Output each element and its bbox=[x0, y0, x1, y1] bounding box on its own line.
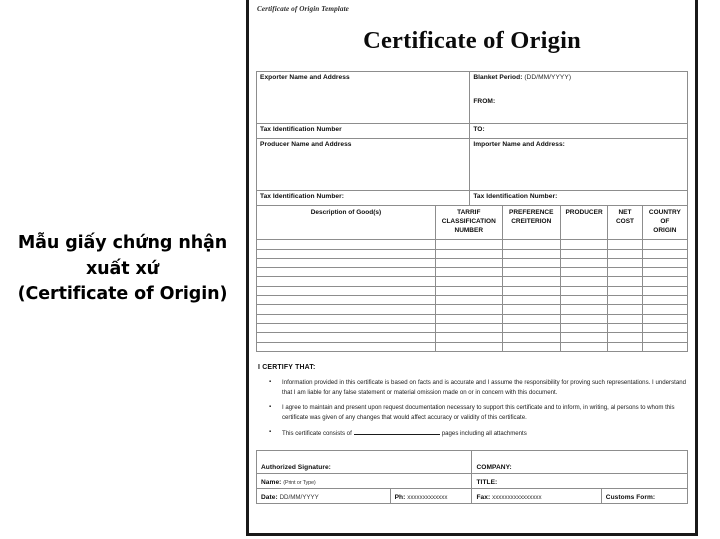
goods-header-preference-line-2: CREITERION bbox=[511, 217, 552, 225]
importer-cell bbox=[470, 139, 688, 191]
goods-cell[interactable] bbox=[257, 240, 436, 249]
goods-cell[interactable] bbox=[608, 296, 642, 305]
goods-cell[interactable] bbox=[435, 249, 502, 258]
goods-cell[interactable] bbox=[560, 323, 607, 332]
authorized-signature-label: Authorized Signature: bbox=[261, 464, 331, 472]
goods-cell[interactable] bbox=[502, 305, 560, 314]
goods-header-producer-line-1: PRODUCER bbox=[565, 209, 603, 216]
importer-tax-label: Tax Identification Number: bbox=[473, 193, 558, 200]
phone-cell bbox=[390, 489, 472, 504]
goods-cell[interactable] bbox=[608, 342, 642, 351]
importer-label: Importer Name and Address: bbox=[473, 141, 565, 148]
table-row bbox=[257, 305, 688, 314]
goods-header-country bbox=[642, 206, 687, 240]
parties-table bbox=[256, 71, 688, 206]
goods-cell[interactable] bbox=[257, 286, 436, 295]
list-item: ▪ I agree to maintain and present upon request documentation necessary to support this certificate and to inform, in writing, al persons to whom this certificate was given of any changes that would affect accuracy or validity of this certificate. bbox=[280, 403, 686, 424]
goods-header-description-line-1: Description of Good(s) bbox=[310, 209, 382, 216]
pages-bullet-prefix: This certificate consists of bbox=[282, 429, 352, 437]
title-cell bbox=[472, 474, 688, 489]
table-row bbox=[257, 296, 688, 305]
table-row bbox=[257, 240, 688, 249]
table-row bbox=[257, 277, 688, 286]
company-label: COMPANY: bbox=[476, 464, 512, 472]
goods-header-country-line-2: OF bbox=[660, 217, 670, 225]
goods-cell[interactable] bbox=[435, 323, 502, 332]
name-cell bbox=[257, 474, 472, 489]
goods-cell[interactable] bbox=[257, 323, 436, 332]
goods-cell[interactable] bbox=[560, 277, 607, 286]
goods-cell[interactable] bbox=[257, 305, 436, 314]
from-label: FROM: bbox=[473, 97, 496, 105]
table-row bbox=[257, 286, 688, 295]
to-label: TO: bbox=[473, 126, 485, 133]
goods-cell[interactable] bbox=[608, 286, 642, 295]
date-cell bbox=[257, 489, 391, 504]
goods-cell[interactable] bbox=[435, 258, 502, 267]
table-row bbox=[257, 333, 688, 342]
phone-value: xxxxxxxxxxxxx bbox=[407, 494, 448, 502]
goods-cell[interactable] bbox=[257, 296, 436, 305]
goods-cell[interactable] bbox=[642, 296, 687, 305]
table-row bbox=[257, 258, 688, 267]
goods-cell[interactable] bbox=[435, 277, 502, 286]
producer-tax-label: Tax Identification Number: bbox=[260, 193, 344, 200]
goods-cell[interactable] bbox=[435, 240, 502, 249]
goods-cell[interactable] bbox=[642, 305, 687, 314]
goods-cell[interactable] bbox=[608, 258, 642, 267]
certify-bullet-list bbox=[258, 378, 686, 439]
customs-form-cell bbox=[601, 489, 687, 504]
list-item bbox=[280, 428, 686, 439]
goods-cell[interactable] bbox=[608, 277, 642, 286]
goods-cell[interactable] bbox=[502, 240, 560, 249]
goods-cell[interactable] bbox=[502, 268, 560, 277]
goods-cell[interactable] bbox=[435, 286, 502, 295]
table-row bbox=[257, 451, 688, 474]
template-tag-label: Certificate of Origin Template bbox=[257, 5, 349, 13]
goods-cell[interactable] bbox=[642, 286, 687, 295]
goods-cell[interactable] bbox=[435, 333, 502, 342]
certify-block bbox=[256, 364, 688, 439]
goods-cell[interactable] bbox=[502, 323, 560, 332]
goods-cell[interactable] bbox=[435, 314, 502, 323]
goods-cell[interactable] bbox=[642, 314, 687, 323]
exporter-cell bbox=[257, 72, 470, 124]
goods-cell[interactable] bbox=[257, 268, 436, 277]
goods-header-tarrif bbox=[435, 206, 502, 240]
caption-line-1: Mẫu giấy chứng nhận bbox=[17, 233, 228, 254]
goods-cell[interactable] bbox=[257, 333, 436, 342]
goods-cell[interactable] bbox=[608, 240, 642, 249]
goods-cell[interactable] bbox=[560, 268, 607, 277]
goods-cell[interactable] bbox=[502, 296, 560, 305]
goods-cell[interactable] bbox=[608, 323, 642, 332]
company-cell bbox=[472, 451, 688, 474]
goods-cell[interactable] bbox=[560, 286, 607, 295]
goods-cell[interactable] bbox=[642, 323, 687, 332]
goods-header-tarrif-line-3: NUMBER bbox=[454, 226, 484, 234]
goods-cell[interactable] bbox=[642, 277, 687, 286]
goods-cell[interactable] bbox=[608, 268, 642, 277]
caption-line-3: (Certificate of Origin) bbox=[17, 284, 228, 305]
table-row bbox=[257, 124, 688, 139]
goods-cell[interactable] bbox=[560, 314, 607, 323]
goods-cell[interactable] bbox=[642, 333, 687, 342]
blanket-period-line bbox=[473, 74, 684, 82]
goods-cell[interactable] bbox=[257, 342, 436, 351]
goods-cell[interactable] bbox=[502, 314, 560, 323]
blanket-period-format: (DD/MM/YYYY) bbox=[524, 74, 572, 81]
goods-header-net-cost-line-2: COST bbox=[615, 217, 635, 225]
goods-header-tarrif-line-2: CLASSIFICATION bbox=[441, 217, 496, 225]
goods-cell[interactable] bbox=[257, 314, 436, 323]
signature-table bbox=[256, 450, 688, 504]
goods-cell[interactable] bbox=[560, 296, 607, 305]
goods-cell[interactable] bbox=[642, 342, 687, 351]
list-item: ▪ Information provided in this certificate is based on facts and is accurate and I assume the responsibility for proving such representations. I understand that I am liable for any false statement or material omission made on or in concern with this document. bbox=[280, 378, 686, 399]
fax-cell bbox=[472, 489, 601, 504]
caption-line-2: xuất xứ bbox=[85, 258, 160, 279]
date-label: Date: bbox=[261, 494, 278, 502]
producer-tax-cell bbox=[257, 191, 470, 206]
goods-header-producer bbox=[560, 206, 607, 240]
table-row bbox=[257, 489, 688, 504]
fax-label: Fax: bbox=[476, 494, 491, 502]
goods-header-country-line-1: COUNTRY bbox=[648, 209, 681, 216]
goods-cell[interactable] bbox=[560, 305, 607, 314]
exporter-tax-cell bbox=[257, 124, 470, 139]
pages-bullet-suffix: pages including all attachments bbox=[441, 429, 527, 437]
blanket-period-cell bbox=[470, 72, 688, 124]
goods-cell[interactable] bbox=[642, 249, 687, 258]
goods-header-description bbox=[257, 206, 436, 240]
goods-cell[interactable] bbox=[502, 333, 560, 342]
table-row bbox=[257, 72, 688, 124]
goods-cell[interactable] bbox=[608, 305, 642, 314]
goods-cell[interactable] bbox=[435, 342, 502, 351]
to-cell bbox=[470, 124, 688, 139]
goods-cell[interactable] bbox=[560, 342, 607, 351]
fax-value: xxxxxxxxxxxxxxxx bbox=[492, 494, 542, 502]
table-row bbox=[257, 268, 688, 277]
table-row bbox=[257, 249, 688, 258]
title-label: TITLE: bbox=[476, 479, 498, 487]
goods-cell[interactable] bbox=[502, 258, 560, 267]
producer-cell bbox=[257, 139, 470, 191]
goods-cell[interactable] bbox=[560, 258, 607, 267]
goods-cell[interactable] bbox=[642, 258, 687, 267]
goods-cell[interactable] bbox=[435, 305, 502, 314]
goods-cell[interactable] bbox=[560, 249, 607, 258]
goods-header-row bbox=[257, 206, 688, 240]
document-inner bbox=[249, 0, 695, 533]
goods-header-tarrif-line-1: TARRIF bbox=[457, 209, 481, 216]
pages-blank-line bbox=[354, 428, 440, 435]
document-title: Certificate of Origin bbox=[363, 27, 581, 54]
exporter-label: Exporter Name and Address bbox=[260, 74, 350, 81]
goods-cell[interactable] bbox=[435, 268, 502, 277]
certificate-document-page bbox=[246, 0, 698, 536]
authorized-signature-cell bbox=[257, 451, 472, 474]
importer-tax-cell bbox=[470, 191, 688, 206]
goods-header-preference-line-1: PREFERENCE bbox=[509, 209, 554, 216]
date-value: DD/MM/YYYY bbox=[279, 494, 319, 502]
caption-block bbox=[0, 0, 245, 539]
goods-header-preference bbox=[502, 206, 560, 240]
table-row bbox=[257, 139, 688, 191]
certify-heading: I CERTIFY THAT: bbox=[258, 363, 316, 371]
producer-label: Producer Name and Address bbox=[260, 141, 352, 148]
customs-form-label: Customs Form: bbox=[605, 494, 656, 502]
goods-cell[interactable] bbox=[257, 258, 436, 267]
goods-cell[interactable] bbox=[502, 342, 560, 351]
goods-cell[interactable] bbox=[608, 314, 642, 323]
goods-cell[interactable] bbox=[502, 277, 560, 286]
goods-cell[interactable] bbox=[257, 277, 436, 286]
goods-cell[interactable] bbox=[642, 240, 687, 249]
exporter-tax-label: Tax Identification Number bbox=[260, 126, 342, 133]
goods-cell[interactable] bbox=[560, 333, 607, 342]
blanket-period-label: Blanket Period: bbox=[473, 74, 523, 81]
goods-cell[interactable] bbox=[608, 249, 642, 258]
goods-cell[interactable] bbox=[502, 286, 560, 295]
goods-header-net-cost bbox=[608, 206, 642, 240]
goods-cell[interactable] bbox=[502, 249, 560, 258]
goods-cell[interactable] bbox=[560, 240, 607, 249]
table-row bbox=[257, 314, 688, 323]
goods-cell[interactable] bbox=[435, 296, 502, 305]
goods-cell[interactable] bbox=[257, 249, 436, 258]
name-hint: (Print or Type) bbox=[283, 480, 316, 487]
goods-header-country-line-3: ORIGIN bbox=[653, 226, 677, 234]
goods-table bbox=[256, 205, 688, 352]
phone-label: Ph: bbox=[394, 494, 406, 502]
goods-header-net-cost-line-1: NET bbox=[618, 209, 632, 216]
table-row bbox=[257, 323, 688, 332]
caption-text bbox=[18, 231, 228, 307]
table-row bbox=[257, 342, 688, 351]
table-row bbox=[257, 191, 688, 206]
goods-cell[interactable] bbox=[642, 268, 687, 277]
name-label: Name: bbox=[261, 479, 282, 487]
goods-table-body bbox=[257, 240, 688, 352]
table-row bbox=[257, 474, 688, 489]
goods-cell[interactable] bbox=[608, 333, 642, 342]
